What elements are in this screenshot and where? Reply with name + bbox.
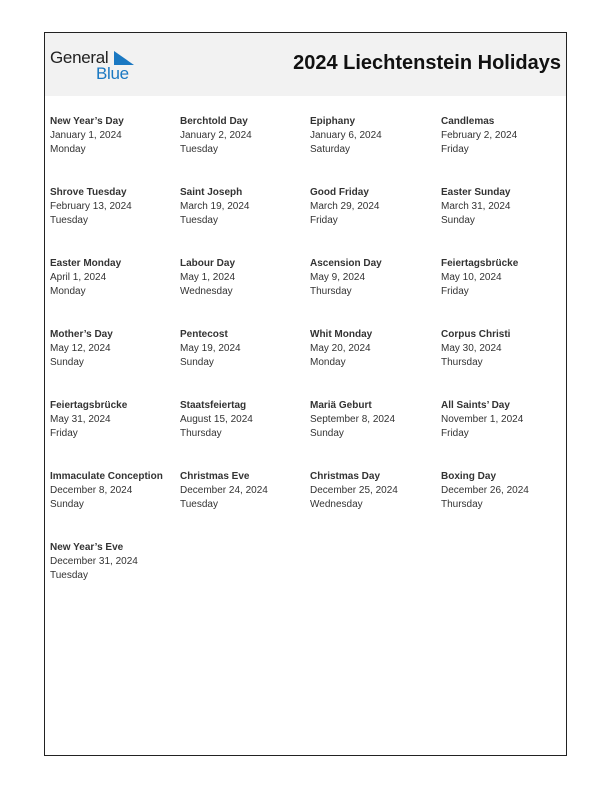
holiday-weekday: Wednesday	[310, 499, 363, 510]
holiday-date: December 24, 2024	[180, 485, 268, 496]
holiday-weekday: Tuesday	[50, 215, 88, 226]
logo	[50, 48, 140, 84]
holiday-entry	[50, 328, 180, 399]
holiday-date: August 15, 2024	[180, 414, 253, 425]
holiday-name: Labour Day	[180, 258, 236, 269]
holiday-name: Staatsfeiertag	[180, 400, 247, 411]
holiday-name: Mother’s Day	[50, 329, 113, 340]
holiday-name: Good Friday	[310, 187, 369, 198]
holiday-entry	[180, 328, 310, 399]
holiday-date: May 1, 2024	[180, 272, 236, 283]
holiday-entry	[180, 257, 310, 328]
holiday-entry	[441, 115, 569, 186]
holiday-name: Feiertagsbrücke	[441, 258, 519, 269]
holiday-name: Easter Monday	[50, 258, 122, 269]
holiday-name: Shrove Tuesday	[50, 187, 127, 198]
holiday-entry	[50, 399, 180, 470]
holiday-date: May 19, 2024	[180, 343, 241, 354]
holiday-entry	[310, 186, 441, 257]
holiday-date: May 30, 2024	[441, 343, 502, 354]
holiday-entry	[180, 115, 310, 186]
holiday-weekday: Tuesday	[180, 499, 218, 510]
holiday-date: December 25, 2024	[310, 485, 398, 496]
holiday-date: April 1, 2024	[50, 272, 107, 283]
holiday-entry	[310, 115, 441, 186]
holiday-entry	[441, 328, 569, 399]
holiday-entry	[310, 328, 441, 399]
holiday-date: January 1, 2024	[50, 130, 122, 141]
holiday-weekday: Tuesday	[180, 144, 218, 155]
holiday-entry	[441, 470, 569, 541]
holiday-weekday: Monday	[50, 144, 86, 155]
holiday-entry	[441, 257, 569, 328]
holiday-name: Epiphany	[310, 116, 356, 127]
holiday-date: September 8, 2024	[310, 414, 396, 425]
holiday-name: Whit Monday	[310, 329, 373, 340]
holiday-date: December 8, 2024	[50, 485, 133, 496]
holiday-weekday: Sunday	[50, 357, 84, 368]
holiday-name: Mariä Geburt	[310, 400, 372, 411]
holiday-date: May 31, 2024	[50, 414, 111, 425]
holiday-entry	[310, 257, 441, 328]
holiday-name: Corpus Christi	[441, 329, 511, 340]
holiday-weekday: Sunday	[50, 499, 84, 510]
holiday-name: Pentecost	[180, 329, 228, 340]
holiday-entry	[441, 399, 569, 470]
holiday-entry	[310, 470, 441, 541]
holiday-entry	[180, 186, 310, 257]
holiday-weekday: Thursday	[441, 357, 483, 368]
holiday-date: March 29, 2024	[310, 201, 380, 212]
holiday-name: All Saints’ Day	[441, 400, 510, 411]
holiday-weekday: Sunday	[180, 357, 214, 368]
holiday-date: March 31, 2024	[441, 201, 511, 212]
holiday-weekday: Monday	[310, 357, 346, 368]
holiday-name: Christmas Eve	[180, 471, 250, 482]
holiday-entry	[180, 470, 310, 541]
holiday-date: January 6, 2024	[310, 130, 382, 141]
holiday-weekday: Thursday	[180, 428, 222, 439]
logo-word-blue: Blue	[96, 64, 129, 83]
holiday-name: Saint Joseph	[180, 187, 243, 198]
holiday-weekday: Thursday	[310, 286, 352, 297]
holiday-weekday: Thursday	[441, 499, 483, 510]
holiday-name: Berchtold Day	[180, 116, 248, 127]
holiday-date: March 19, 2024	[180, 201, 250, 212]
holiday-date: May 9, 2024	[310, 272, 366, 283]
holiday-date: May 12, 2024	[50, 343, 111, 354]
holiday-date: December 26, 2024	[441, 485, 529, 496]
holiday-date: November 1, 2024	[441, 414, 524, 425]
holiday-name: Immaculate Conception	[50, 471, 163, 482]
header-band	[45, 33, 566, 96]
holiday-entry	[310, 399, 441, 470]
holiday-weekday: Wednesday	[180, 286, 233, 297]
holiday-date: January 2, 2024	[180, 130, 252, 141]
holiday-date: February 2, 2024	[441, 130, 518, 141]
holiday-name: Easter Sunday	[441, 187, 511, 198]
holiday-weekday: Monday	[50, 286, 86, 297]
holiday-name: Candlemas	[441, 116, 495, 127]
logo-word-general: General	[50, 48, 109, 67]
holiday-date: May 10, 2024	[441, 272, 502, 283]
holiday-weekday: Friday	[441, 286, 469, 297]
holiday-weekday: Sunday	[441, 215, 475, 226]
holiday-grid	[50, 115, 570, 612]
holiday-weekday: Friday	[310, 215, 338, 226]
holiday-date: December 31, 2024	[50, 556, 138, 567]
page-frame	[44, 32, 567, 756]
holiday-weekday: Tuesday	[50, 570, 88, 581]
holiday-name: Feiertagsbrücke	[50, 400, 128, 411]
holiday-name: New Year’s Eve	[50, 542, 124, 553]
holiday-name: Boxing Day	[441, 471, 497, 482]
holiday-entry	[441, 186, 569, 257]
holiday-weekday: Sunday	[310, 428, 344, 439]
logo-triangle-icon	[114, 51, 134, 65]
holiday-name: Ascension Day	[310, 258, 382, 269]
holiday-name: New Year’s Day	[50, 116, 124, 127]
holiday-entry	[50, 115, 180, 186]
holiday-entry	[180, 399, 310, 470]
holiday-entry	[50, 257, 180, 328]
holiday-date: May 20, 2024	[310, 343, 371, 354]
holiday-weekday: Friday	[441, 428, 469, 439]
holiday-entry	[50, 541, 180, 612]
holiday-weekday: Friday	[441, 144, 469, 155]
holiday-entry	[50, 470, 180, 541]
holiday-name: Christmas Day	[310, 471, 381, 482]
holiday-weekday: Saturday	[310, 144, 351, 155]
holiday-date: February 13, 2024	[50, 201, 132, 212]
holiday-weekday: Tuesday	[180, 215, 218, 226]
holiday-entry	[50, 186, 180, 257]
holiday-weekday: Friday	[50, 428, 78, 439]
document-title: 2024 Liechtenstein Holidays	[293, 52, 561, 74]
